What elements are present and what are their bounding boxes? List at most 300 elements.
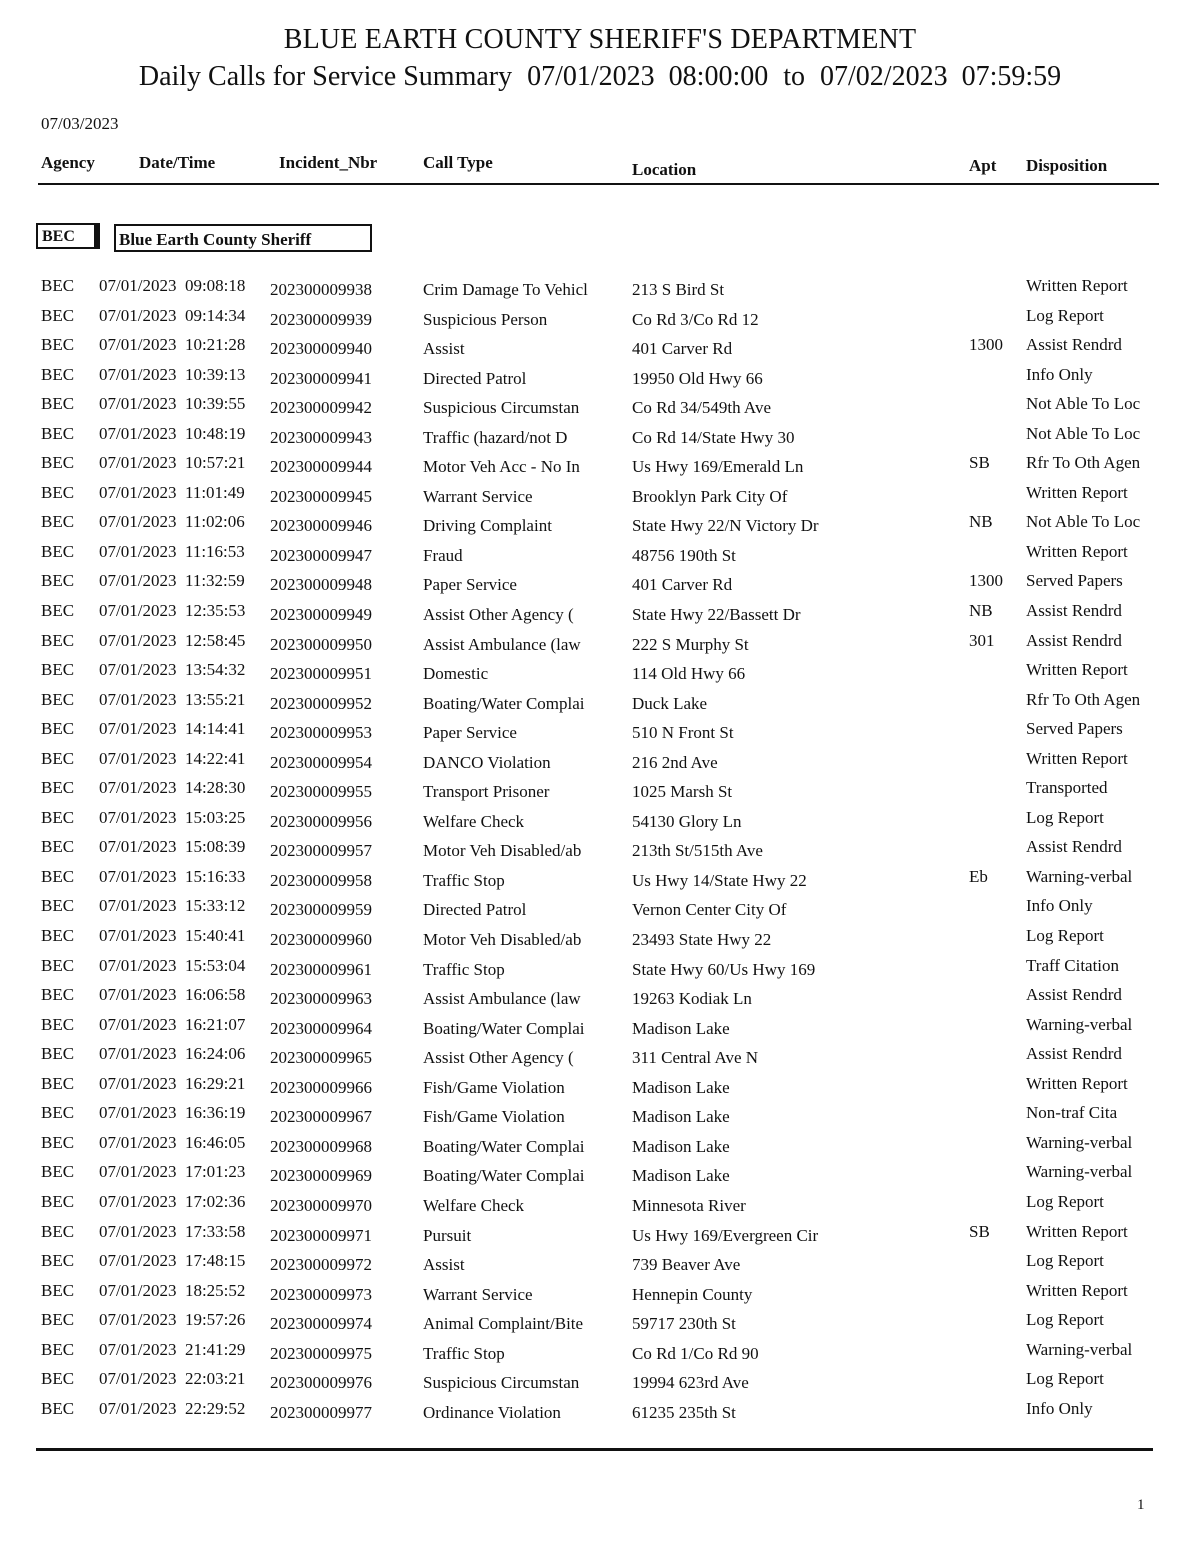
cell-datetime: 07/01/2023 12:35:53 — [99, 601, 246, 621]
cell-incident: 202300009942 — [270, 398, 372, 418]
cell-datetime: 07/01/2023 22:29:52 — [99, 1398, 246, 1418]
cell-disposition: Written Report — [1026, 1221, 1128, 1241]
table-row — [0, 361, 1200, 391]
column-header-location: Location — [632, 160, 697, 179]
table-row — [0, 804, 1200, 834]
range-to: to — [783, 61, 806, 92]
cell-datetime: 07/01/2023 16:21:07 — [99, 1014, 246, 1034]
cell-agency: BEC — [41, 512, 75, 532]
cell-disposition: Non-traf Cita — [1026, 1103, 1118, 1123]
cell-disposition: Not Able To Loc — [1026, 394, 1141, 414]
cell-location: 216 2nd Ave — [632, 752, 718, 772]
cell-agency: BEC — [41, 1044, 75, 1064]
table-row — [0, 1158, 1200, 1188]
table-row — [0, 567, 1200, 597]
cell-incident: 202300009940 — [270, 339, 372, 359]
cell-datetime: 07/01/2023 21:41:29 — [99, 1339, 246, 1359]
table-row — [0, 331, 1200, 361]
cell-agency: BEC — [41, 630, 75, 650]
cell-call-type: Directed Patrol — [423, 368, 527, 388]
cell-disposition: Warning-verbal — [1026, 1339, 1133, 1359]
table-row — [0, 1188, 1200, 1218]
cell-call-type: Traffic (hazard/not D — [423, 427, 568, 447]
cell-agency: BEC — [41, 276, 75, 295]
cell-datetime: 07/01/2023 10:48:19 — [99, 423, 246, 443]
cell-location: 23493 State Hwy 22 — [632, 930, 772, 950]
cell-agency: BEC — [41, 837, 75, 857]
cell-agency: BEC — [41, 1103, 75, 1123]
cell-datetime: 07/01/2023 15:03:25 — [99, 807, 246, 827]
cell-datetime: 07/01/2023 14:22:41 — [99, 748, 246, 768]
column-header-disposition: Disposition — [1026, 156, 1108, 175]
cell-location: 19994 623rd Ave — [632, 1373, 749, 1393]
cell-incident: 202300009955 — [270, 782, 372, 802]
cell-disposition: Written Report — [1026, 748, 1128, 768]
cell-disposition: Served Papers — [1026, 571, 1123, 591]
cell-call-type: Motor Veh Disabled/ab — [423, 930, 582, 950]
cell-call-type: Ordinance Violation — [423, 1402, 561, 1422]
cell-datetime: 07/01/2023 22:03:21 — [99, 1369, 246, 1389]
cell-agency: BEC — [41, 1073, 75, 1093]
table-row — [0, 656, 1200, 686]
column-header-agency: Agency — [41, 153, 95, 172]
cell-disposition: Log Report — [1026, 1310, 1104, 1330]
cell-call-type: Suspicious Circumstan — [423, 398, 580, 418]
cell-datetime: 07/01/2023 16:46:05 — [99, 1132, 246, 1152]
cell-location: Madison Lake — [632, 1166, 730, 1186]
table-row — [0, 952, 1200, 982]
cell-location: 213th St/515th Ave — [632, 841, 763, 861]
cell-agency: BEC — [41, 807, 75, 827]
cell-disposition: Info Only — [1026, 896, 1093, 916]
cell-datetime: 07/01/2023 11:16:53 — [99, 541, 245, 561]
cell-disposition: Rfr To Oth Agen — [1026, 689, 1141, 709]
cell-datetime: 07/01/2023 17:02:36 — [99, 1191, 246, 1211]
cell-apt: Eb — [969, 866, 988, 886]
cell-call-type: Fish/Game Violation — [423, 1107, 565, 1127]
cell-call-type: Warrant Service — [423, 1284, 533, 1304]
cell-incident: 202300009965 — [270, 1048, 372, 1068]
table-row — [0, 1218, 1200, 1248]
cell-agency: BEC — [41, 660, 75, 680]
cell-datetime: 07/01/2023 09:14:34 — [99, 305, 246, 325]
cell-disposition: Written Report — [1026, 541, 1128, 561]
cell-incident: 202300009953 — [270, 723, 372, 743]
cell-location: 61235 235th St — [632, 1402, 736, 1422]
cell-call-type: Fish/Game Violation — [423, 1077, 565, 1097]
cell-location: State Hwy 22/N Victory Dr — [632, 516, 819, 536]
cell-location: Co Rd 14/State Hwy 30 — [632, 427, 795, 447]
cell-incident: 202300009966 — [270, 1077, 372, 1097]
cell-apt: 1300 — [969, 335, 1003, 355]
cell-call-type: Assist Ambulance (law — [423, 634, 581, 654]
cell-location: Us Hwy 169/Evergreen Cir — [632, 1225, 819, 1245]
cell-disposition: Assist Rendrd — [1026, 601, 1122, 621]
cell-disposition: Transported — [1026, 778, 1108, 798]
cell-agency: BEC — [41, 1132, 75, 1152]
cell-location: Brooklyn Park City Of — [632, 486, 788, 506]
cell-agency: BEC — [41, 748, 75, 768]
table-row — [0, 1336, 1200, 1366]
cell-call-type: Pursuit — [423, 1225, 472, 1245]
cell-incident: 202300009952 — [270, 693, 372, 713]
cell-incident: 202300009947 — [270, 545, 372, 565]
cell-agency: BEC — [41, 1191, 75, 1211]
cell-call-type: Transport Prisoner — [423, 782, 550, 802]
cell-disposition: Written Report — [1026, 660, 1128, 680]
cell-datetime: 07/01/2023 18:25:52 — [99, 1280, 246, 1300]
cell-disposition: Log Report — [1026, 926, 1104, 946]
cell-disposition: Assist Rendrd — [1026, 985, 1122, 1005]
cell-incident: 202300009946 — [270, 516, 372, 536]
report-subtitle — [0, 61, 1200, 93]
report-title: BLUE EARTH COUNTY SHERIFF'S DEPARTMENT — [283, 24, 917, 55]
cell-agency: BEC — [41, 423, 75, 443]
cell-disposition: Assist Rendrd — [1026, 837, 1122, 857]
cell-call-type: Assist — [423, 1255, 465, 1275]
cell-datetime: 07/01/2023 16:06:58 — [99, 985, 246, 1005]
cell-incident: 202300009949 — [270, 605, 372, 625]
cell-datetime: 07/01/2023 10:21:28 — [99, 335, 246, 355]
cell-location: 510 N Front St — [632, 723, 734, 743]
cell-datetime: 07/01/2023 17:33:58 — [99, 1221, 246, 1241]
table-row — [0, 1277, 1200, 1307]
cell-datetime: 07/01/2023 17:48:15 — [99, 1251, 246, 1271]
cell-incident: 202300009968 — [270, 1136, 372, 1156]
cell-incident: 202300009957 — [270, 841, 372, 861]
cell-location: 59717 230th St — [632, 1314, 736, 1334]
cell-call-type: Welfare Check — [423, 1195, 525, 1215]
cell-disposition: Traff Citation — [1026, 955, 1120, 975]
cell-datetime: 07/01/2023 19:57:26 — [99, 1310, 246, 1330]
cell-agency: BEC — [41, 1162, 75, 1182]
cell-disposition: Written Report — [1026, 482, 1128, 502]
cell-call-type: Assist Ambulance (law — [423, 989, 581, 1009]
cell-datetime: 07/01/2023 12:58:45 — [99, 630, 246, 650]
cell-incident: 202300009969 — [270, 1166, 372, 1186]
table-row — [0, 686, 1200, 716]
cell-incident: 202300009958 — [270, 870, 372, 890]
cell-call-type: Traffic Stop — [423, 959, 505, 979]
cell-disposition: Assist Rendrd — [1026, 630, 1122, 650]
table-row — [0, 1099, 1200, 1129]
cell-call-type: Boating/Water Complai — [423, 693, 585, 713]
table-row — [0, 1129, 1200, 1159]
cell-datetime: 07/01/2023 15:08:39 — [99, 837, 246, 857]
cell-datetime: 07/01/2023 17:01:23 — [99, 1162, 246, 1182]
calls-table — [0, 272, 1200, 1424]
cell-call-type: Fraud — [423, 545, 463, 565]
cell-incident: 202300009943 — [270, 427, 372, 447]
cell-call-type: Animal Complaint/Bite — [423, 1314, 584, 1334]
table-row — [0, 390, 1200, 420]
table-row — [0, 922, 1200, 952]
cell-incident: 202300009960 — [270, 930, 372, 950]
cell-agency: BEC — [41, 541, 75, 561]
cell-call-type: Motor Veh Disabled/ab — [423, 841, 582, 861]
cell-call-type: Boating/Water Complai — [423, 1166, 585, 1186]
cell-agency: BEC — [41, 1310, 75, 1330]
cell-agency: BEC — [41, 1014, 75, 1034]
cell-datetime: 07/01/2023 13:55:21 — [99, 689, 246, 709]
cell-call-type: DANCO Violation — [423, 752, 551, 772]
cell-agency: BEC — [41, 689, 75, 709]
cell-call-type: Suspicious Person — [423, 309, 548, 329]
cell-call-type: Warrant Service — [423, 486, 533, 506]
cell-location: 54130 Glory Ln — [632, 811, 742, 831]
cell-incident: 202300009971 — [270, 1225, 372, 1245]
cell-disposition: Log Report — [1026, 1369, 1104, 1389]
cell-disposition: Not Able To Loc — [1026, 512, 1141, 532]
cell-datetime: 07/01/2023 11:01:49 — [99, 482, 245, 502]
agency-code-box: BEC — [36, 223, 100, 249]
cell-datetime: 07/01/2023 14:14:41 — [99, 719, 246, 739]
cell-location: 19263 Kodiak Ln — [632, 989, 752, 1009]
cell-agency: BEC — [41, 985, 75, 1005]
cell-disposition: Written Report — [1026, 276, 1128, 295]
cell-incident: 202300009974 — [270, 1314, 372, 1334]
cell-call-type: Boating/Water Complai — [423, 1018, 585, 1038]
cell-agency: BEC — [41, 305, 75, 325]
cell-apt: SB — [969, 453, 990, 473]
table-row — [0, 715, 1200, 745]
cell-datetime: 07/01/2023 11:32:59 — [99, 571, 245, 591]
cell-call-type: Paper Service — [423, 575, 517, 595]
cell-call-type: Traffic Stop — [423, 1343, 505, 1363]
cell-disposition: Warning-verbal — [1026, 866, 1133, 886]
cell-call-type: Assist Other Agency ( — [423, 1048, 574, 1068]
cell-datetime: 07/01/2023 16:36:19 — [99, 1103, 246, 1123]
cell-datetime: 07/01/2023 11:02:06 — [99, 512, 245, 532]
table-row — [0, 981, 1200, 1011]
cell-incident: 202300009945 — [270, 486, 372, 506]
cell-call-type: Domestic — [423, 664, 489, 684]
cell-incident: 202300009944 — [270, 457, 372, 477]
cell-datetime: 07/01/2023 16:29:21 — [99, 1073, 246, 1093]
cell-location: Minnesota River — [632, 1195, 746, 1215]
cell-location: 114 Old Hwy 66 — [632, 664, 746, 684]
table-row — [0, 1306, 1200, 1336]
cell-incident: 202300009970 — [270, 1195, 372, 1215]
cell-location: Madison Lake — [632, 1077, 730, 1097]
cell-location: Duck Lake — [632, 693, 708, 713]
cell-location: 401 Carver Rd — [632, 575, 733, 595]
column-header-call-type: Call Type — [423, 153, 493, 172]
cell-datetime: 07/01/2023 15:40:41 — [99, 926, 246, 946]
cell-agency: BEC — [41, 778, 75, 798]
cell-agency: BEC — [41, 955, 75, 975]
cell-disposition: Assist Rendrd — [1026, 1044, 1122, 1064]
cell-disposition: Log Report — [1026, 305, 1104, 325]
cell-apt: 301 — [969, 630, 995, 650]
cell-disposition: Written Report — [1026, 1073, 1128, 1093]
cell-call-type: Assist Other Agency ( — [423, 605, 574, 625]
cell-location: 222 S Murphy St — [632, 634, 749, 654]
cell-disposition: Log Report — [1026, 807, 1104, 827]
cell-incident: 202300009950 — [270, 634, 372, 654]
cell-call-type: Assist — [423, 339, 465, 359]
cell-location: State Hwy 22/Bassett Dr — [632, 605, 801, 625]
agency-name-box: Blue Earth County Sheriff — [114, 224, 372, 252]
cell-location: Hennepin County — [632, 1284, 753, 1304]
cell-location: Madison Lake — [632, 1136, 730, 1156]
table-row — [0, 627, 1200, 657]
table-row — [0, 538, 1200, 568]
table-row — [0, 302, 1200, 332]
cell-incident: 202300009963 — [270, 989, 372, 1009]
cell-location: Madison Lake — [632, 1107, 730, 1127]
cell-disposition: Assist Rendrd — [1026, 335, 1122, 355]
cell-call-type: Driving Complaint — [423, 516, 552, 536]
cell-agency: BEC — [41, 394, 75, 414]
table-row — [0, 597, 1200, 627]
cell-incident: 202300009975 — [270, 1343, 372, 1363]
table-row — [0, 1365, 1200, 1395]
cell-agency: BEC — [41, 482, 75, 502]
cell-incident: 202300009954 — [270, 752, 372, 772]
cell-location: 1025 Marsh St — [632, 782, 733, 802]
column-header-apt: Apt — [969, 156, 997, 175]
cell-incident: 202300009977 — [270, 1402, 372, 1422]
cell-datetime: 07/01/2023 16:24:06 — [99, 1044, 246, 1064]
cell-incident: 202300009939 — [270, 309, 372, 329]
cell-agency: BEC — [41, 335, 75, 355]
cell-datetime: 07/01/2023 15:33:12 — [99, 896, 246, 916]
cell-call-type: Welfare Check — [423, 811, 525, 831]
cell-disposition: Warning-verbal — [1026, 1132, 1133, 1152]
cell-location: 213 S Bird St — [632, 280, 725, 299]
cell-disposition: Not Able To Loc — [1026, 423, 1141, 443]
table-row — [0, 449, 1200, 479]
cell-disposition: Served Papers — [1026, 719, 1123, 739]
cell-incident: 202300009951 — [270, 664, 372, 684]
cell-location: Co Rd 1/Co Rd 90 — [632, 1343, 759, 1363]
cell-datetime: 07/01/2023 13:54:32 — [99, 660, 246, 680]
cell-agency: BEC — [41, 364, 75, 384]
column-header-datetime: Date/Time — [139, 153, 216, 172]
table-row — [0, 745, 1200, 775]
cell-call-type: Directed Patrol — [423, 900, 527, 920]
table-row — [0, 479, 1200, 509]
cell-location: 19950 Old Hwy 66 — [632, 368, 763, 388]
cell-disposition: Rfr To Oth Agen — [1026, 453, 1141, 473]
cell-call-type: Paper Service — [423, 723, 517, 743]
cell-location: Co Rd 34/549th Ave — [632, 398, 771, 418]
table-row — [0, 833, 1200, 863]
cell-location: State Hwy 60/Us Hwy 169 — [632, 959, 816, 979]
cell-agency: BEC — [41, 896, 75, 916]
cell-datetime: 07/01/2023 10:57:21 — [99, 453, 246, 473]
cell-location: Us Hwy 169/Emerald Ln — [632, 457, 804, 477]
cell-apt: NB — [969, 512, 993, 532]
cell-agency: BEC — [41, 1251, 75, 1271]
table-row — [0, 892, 1200, 922]
cell-incident: 202300009973 — [270, 1284, 372, 1304]
cell-apt: SB — [969, 1221, 990, 1241]
cell-agency: BEC — [41, 1280, 75, 1300]
table-row — [0, 1395, 1200, 1425]
cell-location: 48756 190th St — [632, 545, 736, 565]
report-name: Daily Calls for Service Summary — [138, 61, 513, 92]
cell-location: 739 Beaver Ave — [632, 1255, 741, 1275]
cell-agency: BEC — [41, 926, 75, 946]
cell-disposition: Log Report — [1026, 1251, 1104, 1271]
cell-apt: 1300 — [969, 571, 1003, 591]
cell-agency: BEC — [41, 571, 75, 591]
cell-incident: 202300009967 — [270, 1107, 372, 1127]
cell-incident: 202300009976 — [270, 1373, 372, 1393]
cell-location: 401 Carver Rd — [632, 339, 733, 359]
cell-datetime: 07/01/2023 14:28:30 — [99, 778, 246, 798]
cell-location: Madison Lake — [632, 1018, 730, 1038]
cell-incident: 202300009972 — [270, 1255, 372, 1275]
cell-agency: BEC — [41, 866, 75, 886]
table-row — [0, 1040, 1200, 1070]
cell-call-type: Crim Damage To Vehicl — [423, 280, 588, 299]
range-start: 07/01/2023 08:00:00 — [527, 61, 769, 92]
table-row — [0, 1070, 1200, 1100]
cell-agency: BEC — [41, 601, 75, 621]
cell-disposition: Info Only — [1026, 1398, 1093, 1418]
cell-location: Us Hwy 14/State Hwy 22 — [632, 870, 807, 890]
table-row — [0, 1247, 1200, 1277]
cell-datetime: 07/01/2023 15:53:04 — [99, 955, 246, 975]
cell-location: Co Rd 3/Co Rd 12 — [632, 309, 759, 329]
print-date: 07/03/2023 — [41, 114, 119, 133]
cell-agency: BEC — [41, 1339, 75, 1359]
cell-disposition: Warning-verbal — [1026, 1162, 1133, 1182]
cell-datetime: 07/01/2023 15:16:33 — [99, 866, 246, 886]
cell-incident: 202300009941 — [270, 368, 372, 388]
footer-divider — [36, 1448, 1153, 1451]
cell-call-type: Motor Veh Acc - No In — [423, 457, 580, 477]
cell-agency: BEC — [41, 1398, 75, 1418]
cell-disposition: Warning-verbal — [1026, 1014, 1133, 1034]
cell-call-type: Traffic Stop — [423, 870, 505, 890]
column-header-incident: Incident_Nbr — [279, 153, 378, 172]
table-row — [0, 272, 1200, 302]
table-row — [0, 420, 1200, 450]
cell-incident: 202300009948 — [270, 575, 372, 595]
cell-datetime: 07/01/2023 10:39:55 — [99, 394, 246, 414]
cell-disposition: Log Report — [1026, 1191, 1104, 1211]
cell-call-type: Boating/Water Complai — [423, 1136, 585, 1156]
cell-location: 311 Central Ave N — [632, 1048, 759, 1068]
cell-call-type: Suspicious Circumstan — [423, 1373, 580, 1393]
cell-datetime: 07/01/2023 10:39:13 — [99, 364, 246, 384]
cell-agency: BEC — [41, 1221, 75, 1241]
range-end: 07/02/2023 07:59:59 — [820, 61, 1062, 92]
cell-incident: 202300009964 — [270, 1018, 372, 1038]
table-row — [0, 863, 1200, 893]
cell-apt: NB — [969, 601, 993, 621]
cell-disposition: Info Only — [1026, 364, 1093, 384]
cell-incident: 202300009938 — [270, 280, 372, 299]
cell-incident: 202300009961 — [270, 959, 372, 979]
cell-agency: BEC — [41, 1369, 75, 1389]
header-divider — [38, 183, 1159, 185]
table-row — [0, 774, 1200, 804]
cell-datetime: 07/01/2023 09:08:18 — [99, 276, 246, 295]
table-row — [0, 508, 1200, 538]
cell-incident: 202300009959 — [270, 900, 372, 920]
cell-agency: BEC — [41, 453, 75, 473]
cell-location: Vernon Center City Of — [632, 900, 787, 920]
page-number: 1 — [1137, 1497, 1145, 1513]
table-row — [0, 1011, 1200, 1041]
cell-agency: BEC — [41, 719, 75, 739]
cell-disposition: Written Report — [1026, 1280, 1128, 1300]
